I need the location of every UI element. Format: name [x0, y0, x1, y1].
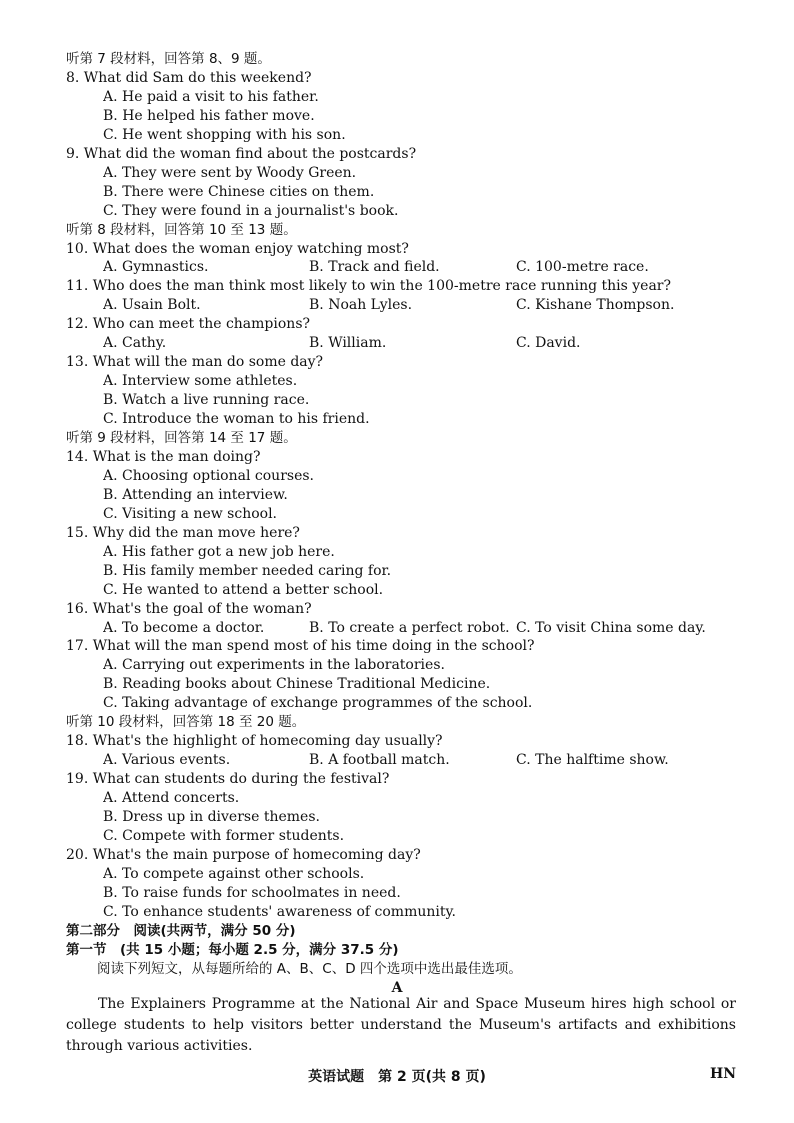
option-line: C. Introduce the woman to his friend. — [103, 411, 370, 428]
option-line: C. Compete with former students. — [103, 827, 345, 844]
option-line: C. They were found in a journalist's book. — [103, 202, 399, 219]
option-b: B. Track and field. — [309, 259, 440, 276]
option-a: A. Gymnastics. — [103, 259, 209, 276]
option-line: A. To compete against other schools. — [103, 865, 365, 882]
option-line: A. His father got a new job here. — [103, 543, 335, 560]
option-line: C. He wanted to attend a better school. — [103, 581, 384, 598]
option-row — [103, 258, 738, 277]
section-instruction: 听第 10 段材料，回答第 18 至 20 题。 — [66, 714, 306, 731]
option-c: C. Kishane Thompson. — [516, 297, 675, 314]
question-line: 19. What can students do during the festival? — [66, 771, 390, 788]
option-line: A. He paid a visit to his father. — [103, 88, 319, 105]
option-row — [103, 334, 738, 353]
question-line: 20. What's the main purpose of homecoming day? — [66, 846, 421, 863]
option-a: A. Usain Bolt. — [103, 297, 201, 314]
section-instruction: 阅读下列短文，从每题所给的 A、B、C、D 四个选项中选出最佳选项。 — [97, 960, 522, 977]
option-row — [103, 296, 738, 315]
question-line: 14. What is the man doing? — [66, 448, 261, 465]
section-instruction: 第二部分 阅读(共两节，满分 50 分) — [66, 922, 296, 939]
option-b: B. To create a perfect robot. — [309, 619, 510, 636]
option-line: A. Carrying out experiments in the laboratories. — [103, 657, 445, 674]
option-line: B. To raise funds for schoolmates in need. — [103, 884, 401, 901]
option-line: B. There were Chinese cities on them. — [103, 183, 375, 200]
option-a: A. To become a doctor. — [103, 619, 265, 636]
option-row — [103, 751, 738, 770]
section-instruction: 听第 7 段材料，回答第 8、9 题。 — [66, 51, 271, 67]
question-line: 11. Who does the man think most likely to win the 100-metre race running this year? — [66, 278, 672, 295]
option-line: A. They were sent by Woody Green. — [103, 164, 357, 181]
option-line: B. Dress up in diverse themes. — [103, 809, 320, 825]
option-a: A. Various events. — [103, 752, 231, 769]
question-line: 10. What does the woman enjoy watching most? — [66, 240, 409, 257]
option-row — [103, 619, 738, 638]
option-line: B. Attending an interview. — [103, 486, 288, 503]
option-b: B. William. — [309, 335, 387, 352]
option-c: C. To visit China some day. — [516, 619, 706, 636]
option-b: B. A football match. — [309, 752, 450, 769]
option-line: A. Attend concerts. — [103, 790, 240, 807]
question-line: 17. What will the man spend most of his time doing in the school? — [66, 638, 535, 655]
option-c: C. David. — [516, 335, 581, 352]
question-line: 8. What did Sam do this weekend? — [66, 69, 312, 86]
question-line: 9. What did the woman find about the postcards? — [66, 145, 417, 162]
question-line: 15. Why did the man move here? — [66, 524, 300, 541]
page-footer: 英语试题 第 2 页(共 8 页) — [308, 1069, 486, 1085]
option-line: B. Reading books about Chinese Traditional Medicine. — [103, 676, 491, 693]
option-line: C. To enhance students' awareness of community. — [103, 903, 456, 920]
question-line: 18. What's the highlight of homecoming day usually? — [66, 733, 443, 750]
question-line: 16. What's the goal of the woman? — [66, 600, 312, 617]
option-c: C. The halftime show. — [516, 752, 669, 769]
option-line: A. Choosing optional courses. — [103, 467, 314, 484]
option-line: B. Watch a live running race. — [103, 392, 310, 409]
option-line: B. He helped his father move. — [103, 107, 315, 124]
option-line: B. His family member needed caring for. — [103, 562, 392, 579]
option-line: C. Visiting a new school. — [103, 505, 278, 522]
question-line: 12. Who can meet the champions? — [66, 316, 311, 333]
section-instruction: 听第 9 段材料，回答第 14 至 17 题。 — [66, 430, 297, 446]
section-instruction: 听第 8 段材料，回答第 10 至 13 题。 — [66, 221, 297, 238]
option-line: C. He went shopping with his son. — [103, 126, 346, 143]
option-a: A. Cathy. — [103, 335, 167, 352]
option-c: C. 100-metre race. — [516, 259, 649, 276]
option-line: A. Interview some athletes. — [103, 373, 298, 390]
question-line: 13. What will the man do some day? — [66, 354, 324, 371]
passage-label: A — [391, 979, 403, 996]
reading-passage-paragraph: The Explainers Programme at the National Air and Space Museum hires high school or college students to help visitors better understand the Museum's artifacts and exhibitions through various activities. — [66, 996, 736, 1054]
paper-code: HN — [709, 1066, 736, 1082]
option-b: B. Noah Lyles. — [309, 297, 413, 314]
option-line: C. Taking advantage of exchange programmes of the school. — [103, 695, 533, 712]
section-instruction: 第一节 (共 15 小题；每小题 2.5 分，满分 37.5 分) — [66, 941, 399, 958]
